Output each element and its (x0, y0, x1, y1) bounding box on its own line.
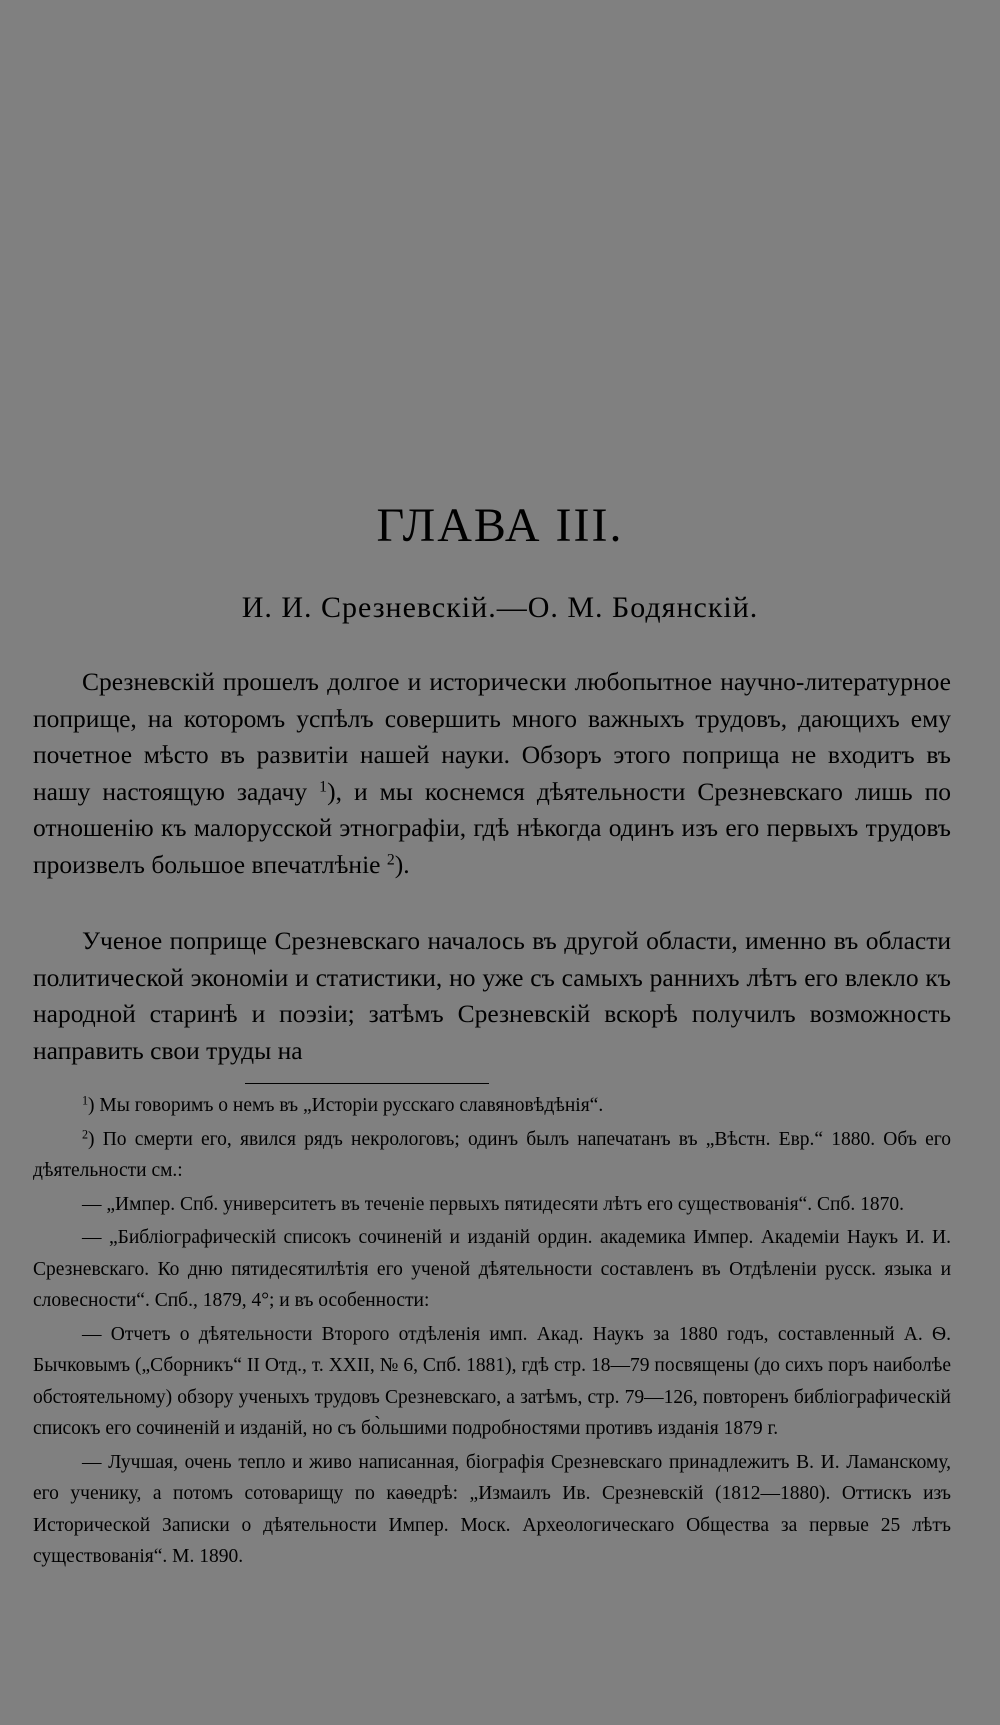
footnote-1-mark: 1 (82, 1093, 89, 1108)
footnote-2-text: ) По смерти его, явился рядъ некрологовъ; одинъ былъ напечатанъ въ „Вѣстн. Евр.“ 1880. Объ его дѣятельности см.: (33, 1128, 951, 1181)
footnote-item-university: — „Импер. Спб. университетъ въ теченіе первыхъ пятидесяти лѣтъ его существованія“. Спб. 1870. (82, 1193, 904, 1215)
footnote-item-report: — Отчетъ о дѣятельности Второго отдѣленія имп. Акад. Наукъ за 1880 годъ, составленный А. Ѳ. Бычковымъ („Сборникъ“ II Отд., т. XXII, № 6, Спб. 1881), гдѣ стр. 18—79 посвящены (до сихъ поръ наиболѣе обстоятельному) обзору ученыхъ трудовъ Срезневскаго, а затѣмъ, стр. 79—126, повторенъ библіографическій списокъ его сочиненій и изданій, но съ бо̀льшими подробностями противъ изданія 1879 г. (33, 1323, 951, 1439)
paragraph-2-text: Ученое поприще Срезневскаго началось въ другой области, именно въ области политической экономіи и статистики, но уже съ самыхъ раннихъ лѣтъ его влекло къ народной старинѣ и поэзіи; затѣмъ Срезневскій вскорѣ получилъ возможность направить свои труды на (33, 926, 951, 1065)
paragraph-2 (33, 923, 951, 1069)
footnotes (33, 1090, 951, 1573)
paragraph-1-text-c: ). (394, 849, 410, 879)
footnote-2-mark: 2 (82, 1126, 89, 1141)
footnote-1 (33, 1090, 951, 1122)
chapter-title: ГЛАВА III. (376, 499, 624, 552)
footnote-item-biography: — Лучшая, очень тепло и живо написанная, біографія Срезневскаго принадлежитъ В. И. Ламанскому, его ученику, а потомъ сотоварищу по каѳедрѣ: „Измаилъ Ив. Срезневскій (1812—1880). Оттискъ изъ Исторической Записки о дѣятельности Импер. Моск. Археологическаго Общества за первые 25 лѣтъ существованія“. М. 1890. (33, 1451, 951, 1567)
footnote-2 (33, 1124, 951, 1187)
footnote-ref-2: 2 (386, 850, 395, 868)
footnote-1-text: ) Мы говоримъ о немъ въ „Исторіи русскаго славяновѣдѣнія“. (88, 1095, 604, 1116)
footnote-ref-1: 1 (319, 777, 328, 795)
chapter-subtitle: И. И. Срезневскій.—О. М. Бодянскій. (241, 591, 759, 624)
footnote-separator (245, 1083, 489, 1084)
paragraph-1 (33, 664, 951, 883)
footnote-item-bibliography: — „Библіографическій списокъ сочиненій и изданій ордин. академика Импер. Академіи Наукъ И. И. Срезневскаго. Ко дню пятидесятилѣтія его ученой дѣятельности составленъ въ Отдѣленіи русск. языка и словесности“. Спб., 1879, 4°; и въ особенности: (33, 1227, 951, 1311)
paragraph-1-text-a: Срезневскій прошелъ долгое и исторически любопытное научно-литературное поприще, на которомъ успѣлъ совершить много важныхъ трудовъ, дающихъ ему почетное мѣсто въ развитіи нашей науки. Обзоръ этого поприща не входитъ въ нашу настоящую задачу (33, 667, 951, 806)
paragraph-1-text-b: ), и мы коснемся дѣятельности Срезневскаго лишь по отношенію къ малорусской этнографіи, гдѣ нѣкогда одинъ изъ его первыхъ трудовъ произвелъ большое впечатлѣніе (33, 776, 952, 879)
